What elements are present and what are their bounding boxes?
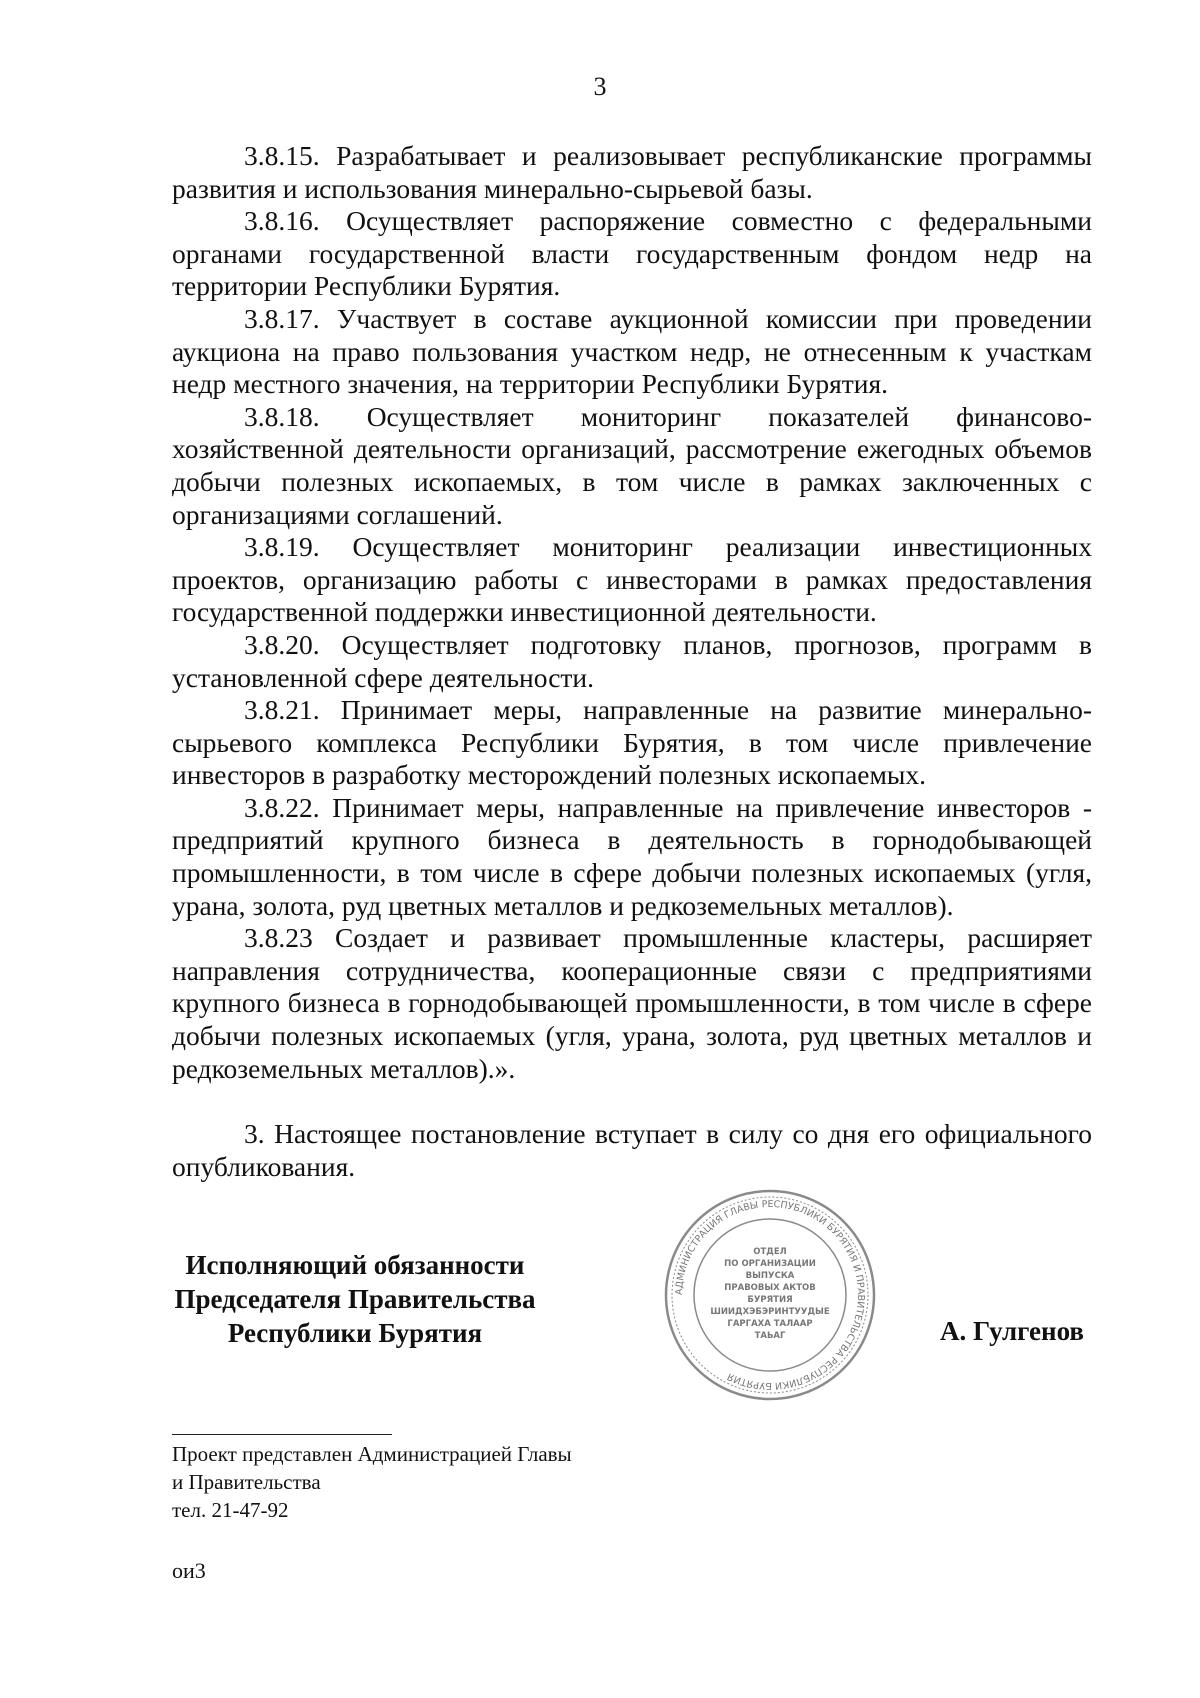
paragraph-3-8-15: 3.8.15. Разрабатывает и реализовывает республиканские программы развития и использования минерально-сырьевой базы.	[172, 140, 1092, 204]
paragraph-3-8-17: 3.8.17. Участвует в составе аукционной комиссии при проведении аукциона на право пользования участком недр, не отнесенным к участкам недр местного значения, на территории Республики Бурятия.	[172, 302, 1092, 400]
seal-center-line: ГАРГАХА ТАЛААР	[727, 1319, 813, 1329]
seal-center-line: ШИИДХЭБЭРИНТУУДЫЕ	[710, 1307, 830, 1317]
paragraph-3-8-16: 3.8.16. Осуществляет распоряжение совместно с федеральными органами государственной власти государственным фондом недр на территории Республики Бурятия.	[172, 205, 1092, 302]
signer-title-line: Исполняющий обязанности	[185, 1250, 525, 1280]
footnote	[172, 1440, 572, 1524]
footnote-line: Проект представлен Администрацией Главы	[172, 1442, 572, 1466]
seal-center-line: ВЫПУСКА	[745, 1271, 795, 1281]
paragraph-3-8-23: 3.8.23 Создает и развивает промышленные кластеры, расширяет направления сотрудничества, кооперационные связи с предприятиями крупного бизнеса в горнодобывающей промышленности, в том числе в сфере добычи полезных ископаемых (угля, урана, золота, руд цветных металлов и редкоземельных металлов).».	[172, 922, 1092, 1084]
seal-center-line: ТАЬАГ	[754, 1331, 786, 1341]
paragraph-3-8-22: 3.8.22. Принимает меры, направленные на привлечение инвесторов - предприятий крупного бизнеса в деятельность в горнодобывающей промышленности, в том числе в сфере добычи полезных ископаемых (угля, урана, золота, руд цветных металлов и редкоземельных металлов).	[172, 791, 1092, 921]
footnote-line: тел. 21-47-92	[172, 1498, 289, 1522]
signer-title	[140, 1248, 570, 1350]
signer-title-line: Республики Бурятия	[227, 1318, 483, 1348]
page-number: 3	[593, 72, 607, 101]
document-body	[172, 140, 1092, 1183]
paragraph-3-8-21: 3.8.21. Принимает меры, направленные на развитие минерально-сырьевого комплекса Республики Бурятия, в том числе привлечение инвесторов в разработку месторождений полезных ископаемых.	[172, 694, 1092, 791]
document-code: ои3	[172, 1558, 206, 1583]
paragraph-3-8-20: 3.8.20. Осуществляет подготовку планов, прогнозов, программ в установленной сфере деятельности.	[172, 628, 1092, 693]
seal-outer-text-path: АДМИНИСТРАЦИЯ ГЛАВЫ РЕСПУБЛИКИ БУРЯТИЯ И ПРАВИТЕЛЬСТВА РЕСПУБЛИКИ БУРЯТИЯ	[673, 1198, 867, 1392]
signer-title-line: Председателя Правительства	[174, 1284, 536, 1314]
seal-center-line: БУРЯТИЯ	[747, 1295, 793, 1305]
official-seal	[640, 1188, 900, 1403]
closing-paragraph: 3. Настоящее постановление вступает в силу со дня его официального опубликования.	[172, 1118, 1092, 1182]
seal-center-line: ПО ОРГАНИЗАЦИИ	[724, 1259, 816, 1269]
paragraph-3-8-18: 3.8.18. Осуществляет мониторинг показателей финансово-хозяйственной деятельности организаций, рассмотрение ежегодных объемов добычи полезных ископаемых, в том числе в рамках заключенных с организациями соглашений.	[172, 400, 1092, 530]
seal-center-line: ПРАВОВЫХ АКТОВ	[724, 1283, 816, 1293]
paragraph-3-8-19: 3.8.19. Осуществляет мониторинг реализации инвестиционных проектов, организацию работы с инвесторами в рамках предоставления государственной поддержки инвестиционной деятельности.	[172, 531, 1092, 628]
seal-center-line: ОТДЕЛ	[753, 1247, 787, 1257]
footnote-divider	[172, 1434, 392, 1435]
footnote-line: и Правительства	[172, 1470, 321, 1494]
signer-name: А. Гулгенов	[940, 1316, 1084, 1346]
